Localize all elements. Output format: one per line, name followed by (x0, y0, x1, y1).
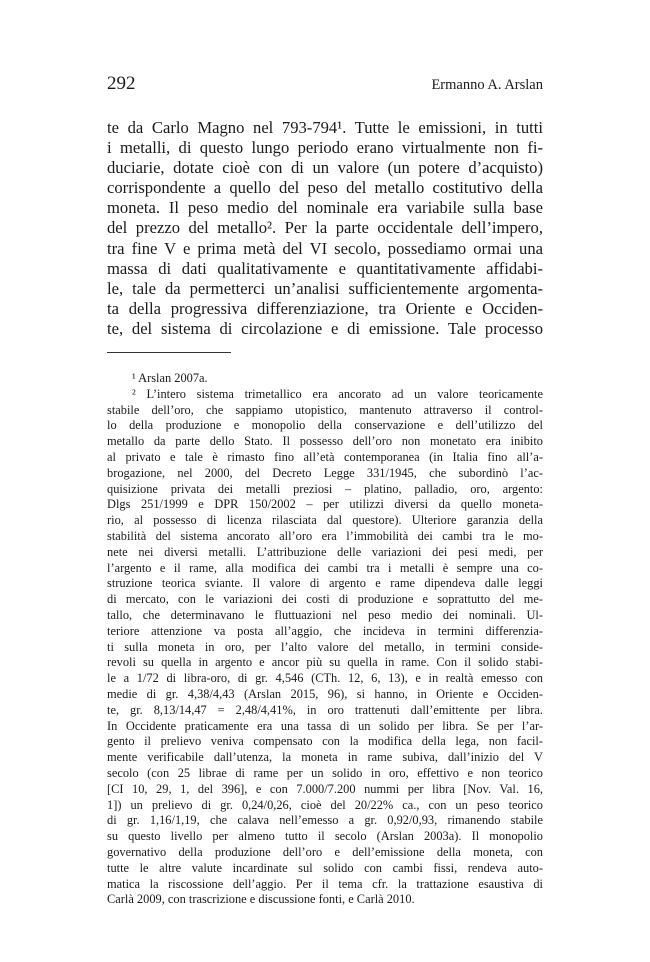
footnote-2-line: al privato e tale è rimasto fino all’età contemporanea (in Italia fino all’a- (107, 449, 543, 464)
footnote-2-line: tutte le altre valute incardinate sul solido con cambi fissi, rendeva auto- (107, 860, 543, 875)
body-line: del prezzo del metallo². Per la parte occidentale dell’impero, (107, 218, 543, 238)
footnote-2-line: stabilità del sistema ancorato all’oro era l’immobilità dei cambi tra le mo- (107, 528, 543, 543)
footnote-2-line: ti sulla moneta in oro, per l’alto valore del metallo, in termini conside- (107, 639, 543, 654)
footnotes (107, 371, 543, 908)
footnote-2-line: l’argento e il rame, alla modifica dei cambi tra i metalli è sempre una co- (107, 560, 543, 575)
footnote-2-line: te, gr. 8,13/14,47 = 2,48/4,41%, in oro trattenuti dall’emittente per libra. (107, 702, 543, 717)
footnote-2-line: matica la riscossione dell’aggio. Per il tema cfr. la trattazione esaustiva di (107, 876, 543, 891)
body-line: massa di dati qualitativamente e quantitativamente affidabi- (107, 258, 543, 278)
body-line: te da Carlo Magno nel 793-794¹. Tutte le emissioni, in tutti (107, 118, 543, 137)
footnote-2-line: nete nei diversi metalli. L’attribuzione delle variazioni dei pesi medi, per (107, 544, 543, 559)
footnote-2-line: medie di gr. 4,38/4,43 (Arslan 2015, 96), si hanno, in Oriente e Occiden- (107, 686, 543, 701)
footnote-2-line: revoli su quella in argento e ancor più su quella in rame. Con il solido stabi- (107, 655, 543, 670)
body-line: i metalli, di questo lungo periodo erano virtualmente non fi- (107, 138, 543, 158)
footnote-2-line: secolo (con 25 librae di rame per un solido in oro, effettivo e non teorico (107, 765, 543, 780)
footnote-2-line: su questo livello per almeno tutto il secolo (Arslan 2003a). Il monopolio (107, 829, 543, 844)
body-line: corrispondente a quello del peso del metallo costitutivo della (107, 178, 543, 198)
footnote-2-line: mente verificabile dall’utenza, la moneta in rame subiva, dall’inizio del V (107, 750, 543, 765)
footnote-2-line: metallo da parte dello Stato. Il possesso dell’oro non monetato era inibito (107, 434, 543, 449)
footnote-1: ¹ Arslan 2007a. (132, 371, 208, 385)
footnote-2-line: lo della produzione e monopolio della conservazione e dell’utilizzo del (107, 418, 543, 433)
body-line: duciarie, dotate cioè con di un valore (un potere d’acquisto) (107, 158, 543, 178)
footnote-2-line: le a 1/72 di libra-oro, di gr. 4,546 (CTh. 12, 6, 13), e in realtà emesso con (107, 671, 543, 686)
footnote-2-line: teriore attenzione va posta all’aggio, che incideva in termini differenzia- (107, 623, 543, 638)
footnote-2-line: 1]) un prelievo di gr. 0,24/0,26, cioè del 20/22% ca., con un peso teorico (107, 797, 543, 812)
footnote-2-line: Carlà 2009, con trascrizione e discussione fonti, e Carlà 2010. (107, 892, 415, 907)
footnote-2-line: di gr. 1,16/1,19, che calava nell’emesso a gr. 0,92/0,93, rimanendo stabile (107, 813, 543, 828)
footnote-2-line: struzione teorica sviante. Il valore di argento e rame dipendeva dalle leggi (107, 576, 543, 591)
footnote-2-line: di mercato, con le variazioni dei costi di produzione e soprattutto del me- (107, 592, 543, 607)
page-number: 292 (107, 73, 136, 94)
body-text (107, 118, 543, 339)
footnote-2-line: rio, al possesso di licenza rilasciata dal questore). Ulteriore garanzia della (107, 513, 543, 528)
footnote-2-line: gento il prelievo veniva compensato con la modifica della lega, non facil- (107, 734, 543, 749)
body-line: ta della progressiva differenziazione, tra Oriente e Occiden- (107, 298, 543, 318)
footnote-2-line: tallo, che determinavano le fluttuazioni nel peso medio dei nominali. Ul- (107, 607, 543, 622)
body-line: moneta. Il peso medio del nominale era variabile sulla base (107, 198, 543, 218)
footnote-2-line: In Occidente praticamente era una tassa di un solido per libra. Se per l’ar- (107, 718, 543, 733)
footnote-2-line: ² L’intero sistema trimetallico era ancorato ad un valore teoricamente (132, 386, 543, 401)
body-line: tra fine V e prima metà del VI secolo, possediamo ormai una (107, 238, 543, 258)
footnote-2-line: stabile dell’oro, che sappiamo utopistico, mantenuto attraverso il control- (107, 402, 543, 417)
footnote-2-line: quisizione privata dei metalli preziosi – platino, palladio, oro, argento: (107, 481, 543, 496)
footnote-2-line: Dlgs 251/1999 e DPR 150/2002 – per utilizzi diversi da quello moneta- (107, 497, 543, 512)
body-line: te, del sistema di circolazione e di emissione. Tale processo (107, 318, 543, 338)
body-line: le, tale da permetterci un’analisi sufficientemente argomenta- (107, 278, 543, 298)
footnote-2-line: governativo della produzione dell’oro e dell’emissione della moneta, con (107, 844, 543, 859)
footnote-separator (107, 352, 231, 353)
footnote-2-line: brogazione, nel 2000, del Decreto Legge 331/1945, che subordinò l’ac- (107, 465, 543, 480)
running-head: Ermanno A. Arslan (431, 77, 543, 93)
footnote-2-line: [CI 10, 29, 1, del 396], e con 7.000/7.200 nummi per libra [Nov. Val. 16, (107, 781, 543, 796)
